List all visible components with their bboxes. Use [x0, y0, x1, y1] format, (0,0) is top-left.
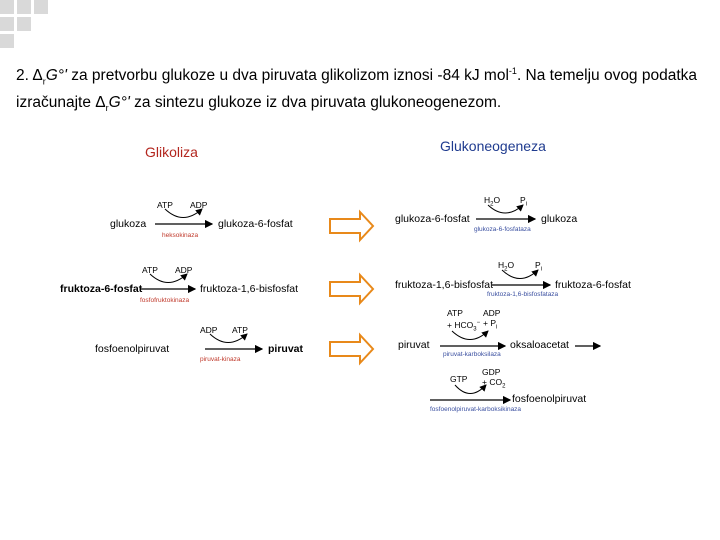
block-arrow-3	[330, 335, 373, 363]
gng-1-substrate: glukoza-6-fosfat	[395, 213, 470, 225]
glyc-3-cofactor-arc	[210, 334, 247, 343]
gng-2-enzyme: fruktoza-1,6-bisfosfataza	[487, 291, 559, 298]
gng-3-in: ATP + $HCO_3^-$	[447, 308, 481, 333]
gng-4-out: GDP + $CO_2$	[482, 367, 506, 390]
glyc-2-substrate: fruktoza-6-fosfat	[60, 283, 143, 295]
block-arrow-1	[330, 212, 373, 240]
gng-2-substrate: fruktoza-1,6-bisfosfat	[395, 279, 494, 291]
gng-3-substrate: piruvat	[398, 339, 430, 351]
glyc-2-out: ADP	[175, 265, 193, 275]
glyc-1-cofactor-arc	[165, 209, 202, 218]
gluconeogenesis-title: Glukoneogeneza	[440, 138, 546, 154]
glyc-1-substrate: glukoza	[110, 218, 147, 230]
glyc-3-product: piruvat	[268, 343, 304, 355]
glyc-1-out: ADP	[190, 200, 208, 210]
glyc-3-substrate: fosfoenolpiruvat	[95, 343, 170, 355]
gng-4-enzyme: fosfoenolpiruvat-karboksikinaza	[430, 406, 522, 413]
glyc-3-in: ADP	[200, 325, 218, 335]
gng-1-out: $P_i$	[520, 195, 528, 208]
glyc-2-in: ATP	[142, 265, 158, 275]
gng-3-product: oksaloacetat	[510, 339, 569, 351]
gng-4-in: GTP	[450, 374, 468, 384]
gng-3-out: ADP + $P_i$	[483, 308, 501, 331]
question-text: 2. $\Delta_rG^\circ'$ za pretvorbu glukoze u dva piruvata glikolizom iznosi -84 kJ mol$^{-1}$. Na temelju ovog podatka izračunajte $\Delta_rG^\circ'$ za sintezu glukoze iz dva piruvata glukoneogenezom.	[16, 66, 698, 114]
gng-2-in: $H_2O$	[498, 260, 515, 273]
glyc-1-enzyme: heksokinaza	[162, 232, 199, 239]
glyc-2-cofactor-arc	[150, 274, 187, 283]
block-arrow-2	[330, 275, 373, 303]
gng-2-out: $P_i$	[535, 260, 543, 273]
gng-1-enzyme: glukoza-6-fosfataza	[474, 226, 531, 233]
gng-1-in: $H_2O$	[484, 195, 501, 208]
glyc-3-out: ATP	[232, 325, 248, 335]
gng-3-enzyme: piruvat-karboksilaza	[443, 351, 501, 358]
glycolysis-title: Glikoliza	[145, 144, 198, 160]
glyc-2-product: fruktoza-1,6-bisfosfat	[200, 283, 299, 295]
glyc-2-enzyme: fosfofruktokinaza	[140, 297, 190, 304]
gng-1-product: glukoza	[541, 213, 578, 225]
gng-4-product: fosfoenolpiruvat	[512, 393, 587, 405]
glyc-1-product: glukoza-6-fosfat	[218, 218, 293, 230]
glyc-3-enzyme: piruvat-kinaza	[200, 356, 241, 363]
gng-2-product: fruktoza-6-fosfat	[555, 279, 631, 291]
glyc-1-in: ATP	[157, 200, 173, 210]
